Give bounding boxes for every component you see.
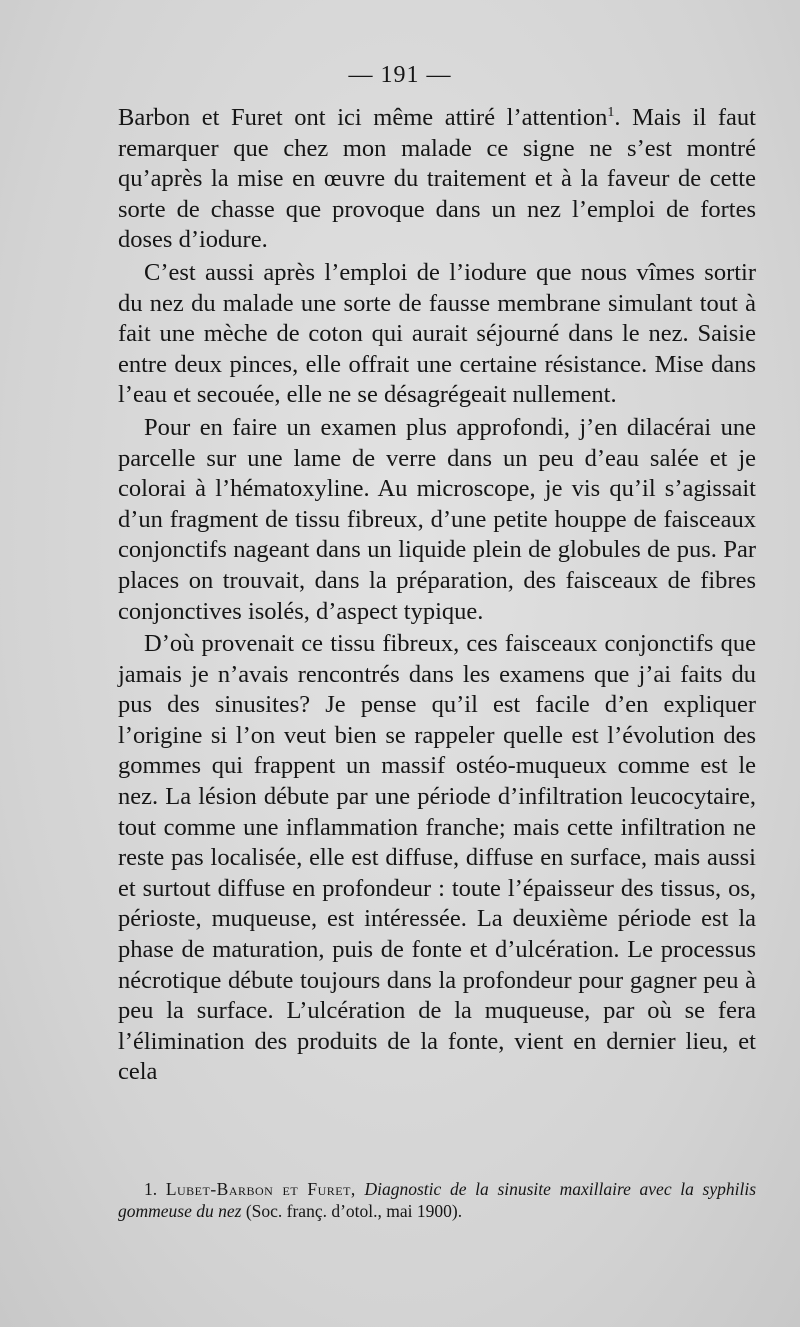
paragraph-4: D’où provenait ce tissu fibreux, ces faisceaux conjonctifs que jamais je n’avais rencontrés dans les examens que j’ai faits du pus des sinusites? Je pense qu’il est facile d’en expliquer l’origine si l’on veut bien se rappeler quelle est l’évolution des gommes qui frappent un massif ostéo-muqueux comme est le nez. La lésion débute par une période d’infiltration leucocytaire, tout comme une inflammation franche; mais cette infiltration ne reste pas localisée, elle est diffuse, diffuse en surface, mais aussi et surtout diffuse en profondeur : toute l’épaisseur des tissus, os, périoste, muqueuse, est intéressée. La deuxième période est la phase de maturation, puis de fonte et d’ulcération. Le processus nécrotique débute toujours dans la profondeur pour gagner peu à peu la surface. L’ulcération de la muqueuse, par où se fera l’élimination des produits de la fonte, vient en dernier lieu, et cela <box>118 630 756 1086</box>
paragraph-2: C’est aussi après l’emploi de l’iodure que nous vîmes sortir du nez du malade une sorte de fausse membrane simulant tout à fait une mèche de coton qui aurait séjourné dans le nez. Saisie entre deux pinces, elle offrait une certaine résistance. Mise dans l’eau et secouée, elle ne se désagrégeait nullement. <box>118 258 756 409</box>
paragraph-1-text-end: . Mais il faut remarquer que chez mon malade ce signe ne s’est montré qu’après la mise en œuvre du traitement et à la faveur de cette sorte de chasse que provoque dans un nez l’emploi de fortes doses d’iodure. <box>118 104 756 254</box>
paragraph-1-text-start: Barbon et Furet ont ici même attiré l’attention <box>118 104 608 131</box>
footnote-number: 1. <box>144 1179 158 1199</box>
footnote-authors: Lubet-Barbon et Furet, <box>165 1179 356 1199</box>
footnote-reference[interactable]: 1 <box>607 105 615 120</box>
footnote <box>118 1178 756 1222</box>
page-number: — 191 — <box>348 62 452 88</box>
paragraph-1 <box>118 103 756 256</box>
paragraph-3: Pour en faire un examen plus approfondi, j’en dilacérai une parcelle sur une lame de verre dans un peu d’eau salée et je colorai à l’hématoxyline. Au microscope, je vis qu’il s’agissait d’un fragment de tissu fibreux, d’une petite houppe de faisceaux conjonctifs nageant dans un liquide plein de globules de pus. Par places on trouvait, dans la préparation, des faisceaux de fibres conjonctives isolés, d’aspect typique. <box>118 413 756 625</box>
footnote-title: Diagnostic de la sinusite maxillaire avec la syphilis gommeuse du nez <box>118 1179 757 1221</box>
footnote-source: (Soc. franç. d’otol., mai 1900). <box>245 1201 463 1221</box>
body-text <box>118 103 756 1088</box>
